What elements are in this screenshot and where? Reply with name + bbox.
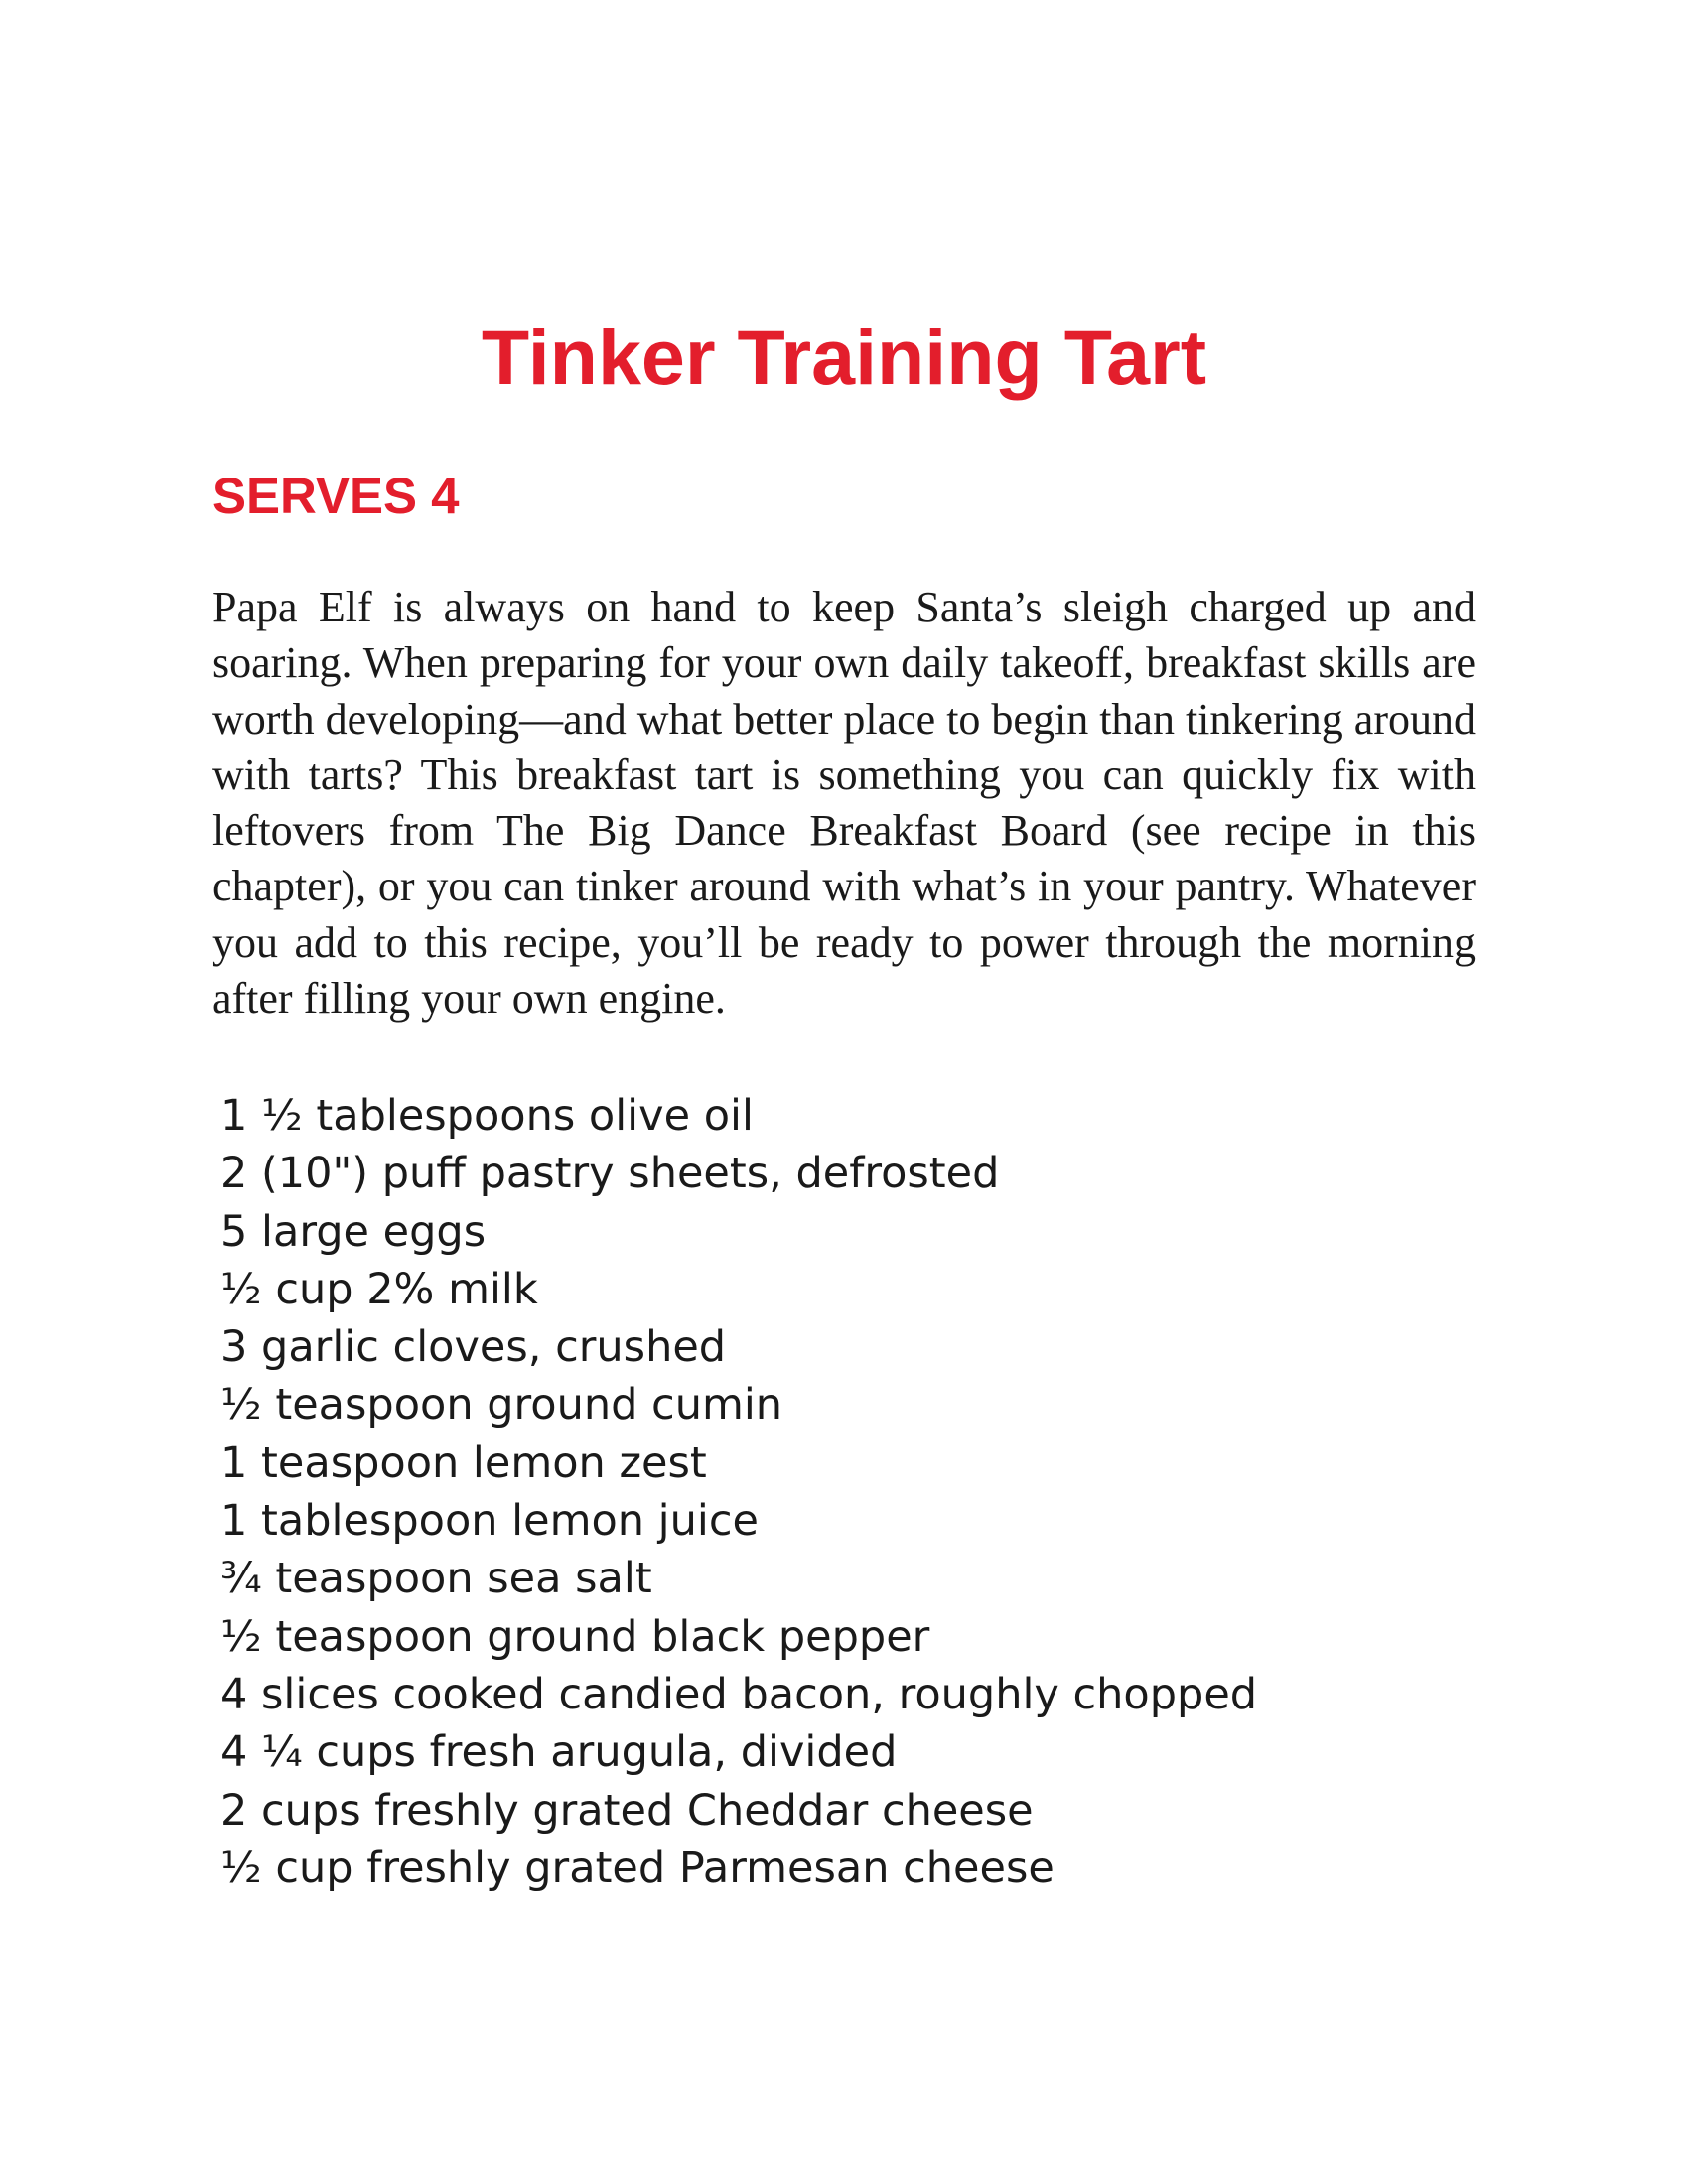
ingredient-item: 5 large eggs: [220, 1206, 487, 1257]
serves-heading: SERVES 4: [212, 468, 460, 524]
ingredient-item: 4 ¼ cups fresh arugula, divided: [220, 1727, 898, 1778]
ingredients-list: [220, 1087, 1257, 1897]
ingredient-item: ½ teaspoon ground cumin: [220, 1380, 783, 1431]
ingredient-item: 1 ½ tablespoons olive oil: [220, 1091, 754, 1141]
ingredient-item: ½ cup 2% milk: [220, 1264, 538, 1314]
ingredient-item: 2 cups freshly grated Cheddar cheese: [220, 1785, 1034, 1836]
recipe-title: Tinker Training Tart: [481, 313, 1207, 401]
ingredient-item: ½ cup freshly grated Parmesan cheese: [220, 1843, 1055, 1893]
recipe-intro: Papa Elf is always on hand to keep Santa’s sleigh charged up and soaring. When preparing for your own daily takeoff, breakfast skills are worth developing—and what better place to begin than tinkering around with tarts? This breakfast tart is something you can quickly fix with leftovers from The Big Dance Breakfast Board (see recipe in this chapter), or you can tinker around with what’s in your pantry. Whatever you add to this recipe, you’ll be ready to power through the morning after filling your own engine.: [212, 583, 1476, 1024]
ingredient-item: 4 slices cooked candied bacon, roughly chopped: [220, 1669, 1258, 1719]
ingredient-item: ¾ teaspoon sea salt: [220, 1554, 652, 1604]
ingredient-item: 1 teaspoon lemon zest: [220, 1437, 707, 1488]
ingredient-item: 2 (10") puff pastry sheets, defrosted: [220, 1149, 1000, 1199]
ingredient-item: 3 garlic cloves, crushed: [220, 1322, 727, 1373]
ingredient-item: 1 tablespoon lemon juice: [220, 1496, 759, 1547]
ingredient-item: ½ teaspoon ground black pepper: [220, 1611, 930, 1662]
